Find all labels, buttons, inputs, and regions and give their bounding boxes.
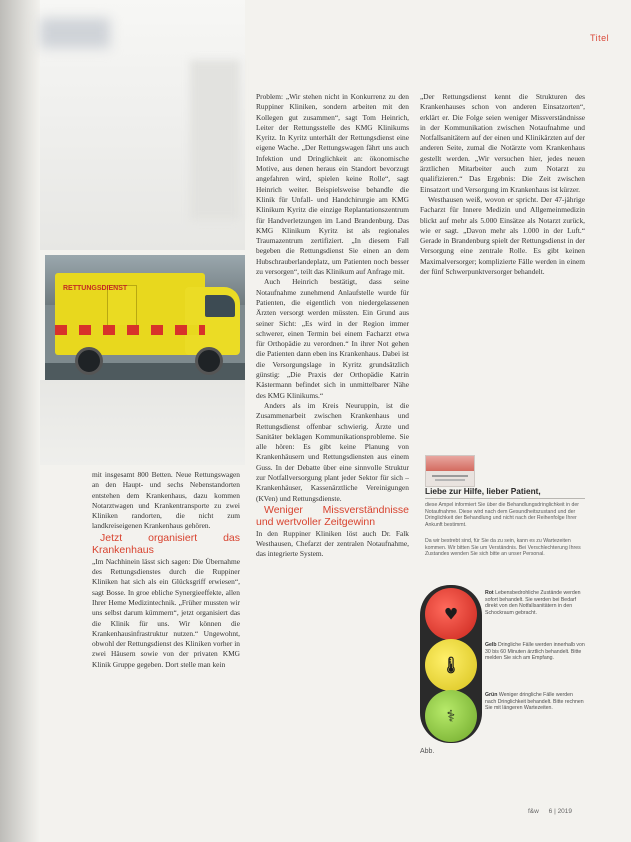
background-photo — [40, 0, 245, 250]
figure-caption: Abb. — [420, 748, 435, 755]
info-box-text: Da wir bestrebt sind, für Sie da zu sein, kann es zu Wartezeiten kommen. Wir bitten Sie um Verständnis. Bei Verschlechterung Ihres Zustandes wenden Sie sich bitte an unser Personal. — [425, 538, 581, 558]
section-label: Titel — [590, 33, 610, 43]
text-column-3 — [420, 92, 585, 277]
paragraph: Problem: „Wir stehen nicht in Konkurrenz zu den Ruppiner Kliniken, sondern arbeiten mit den Kollegen gut zusammen“, sagt Tom Heinrich, Leiter der Rettungsstelle des KMG Klinikums Kyritz. In Kyritz unterhält der Rettungsdienst eine eigene Wache. „Der Rettungswagen fährt uns auch Infektion und Dringlichkeit an: ökonomische Motive, aus denen heraus ein Standort bevorzugt angefahren wird, spielen keine Rolle“, sagt Heinrich weiter. Beispielsweise behandle die Klinik für Unfall- und Handchirurgie am KMG Klinikum Kyritz die einzige Replantationszentrum für Handverletzungen im Land Brandenburg. Das KMG Klinikum Kyritz ist als regionales Traumazentrum zertifiziert. „In diesem Fall begeben die Rettungsdienst Sie einen an dem Hubschrauberlandeplatz, um Patienten noch besser zu versorgen“, teilt das Klinikum auf Anfrage mit. — [256, 92, 409, 277]
traffic-light-item: Rot Lebensbedrohliche Zustände werden sofort behandelt. Sie werden bei Bedarf direkt von den Notfallsanitätern in den Schockraum gebracht. — [485, 590, 581, 616]
heart-monitor-icon: ♥ — [443, 604, 459, 624]
divider — [425, 498, 585, 499]
text-column-2 — [256, 92, 409, 560]
subheading: Jetzt organisiert das Krankenhaus — [92, 531, 240, 557]
ambulance-window — [205, 295, 235, 317]
paragraph: Auch Heinrich bestätigt, dass seine Notaufnahme zunehmend Anlaufstelle wurde für Patienten, die eigentlich von niedergelassenen Ärzten versorgt werden müssten. Ein Grund aus seiner Sicht: „Es wird in der Region immer schwerer, einen Termin bei einem Facharzt etwa für Orthopädie zu verordnen.“ In ihrer Not gehen die Patienten dann eben ins Krankenhaus. Dabei ist die Versorgungslage in Kyritz grundsätzlich günstig: „Die Praxis der Orthopädie Katrin Kästermann befindet sich in unmittelbarer Nähe des KMG Klinikums.“ — [256, 277, 409, 400]
background-photo-lower — [40, 380, 245, 465]
ambulance-photo — [45, 255, 245, 380]
subheading: Weniger Missverständnisse und wertvoller Zeitgewinn — [256, 503, 409, 529]
info-box-title: Liebe zur Hilfe, lieber Patient, — [425, 486, 541, 496]
ambulance-lettering: RETTUNGSDIENST — [63, 285, 128, 292]
red-lamp — [425, 588, 477, 640]
info-box-text: diese Ampel informiert Sie über die Behandlungsdringlichkeit in der Notaufnahme. Diese wird nach dem Gesundheitszustand und der Dringlichkeit der Behandlung und nicht nach der Reihenfolge Ihrer Ankunft bestimmt. — [425, 502, 579, 528]
green-lamp — [425, 690, 477, 742]
traffic-light-item: Grün Weniger dringliche Fälle werden nach Dringlichkeit behandelt. Bitte rechnen Sie mit längeren Wartezeiten. — [485, 692, 584, 712]
certification-badge — [425, 455, 475, 487]
ambulance-stripe — [55, 325, 205, 335]
page-gutter — [0, 0, 40, 842]
paragraph: Anders als im Kreis Neuruppin, ist die Zusammenarbeit zwischen Krankenhaus und Rettungsdienst offenbar schwierig. Ärzte und Sanitäter beklagen Kommunikationsprobleme. Sie alle hören: Es gibt keine Planung von Krankenhäusern und Rettungsdiensten aus einem Guss. In der Debatte über eine sinnvolle Struktur zur Notfallversorgung plant jeder Sektor für sich – Krankenhäuser, Kassenärztliche Vereinigungen (KVen) und Rettungsdienste. — [256, 400, 409, 503]
text-column-1 — [92, 470, 240, 670]
traffic-light-graphic — [420, 585, 482, 743]
paragraph: „Der Rettungsdienst kennt die Strukturen des Krankenhauses schon von anderen Einsatzorten“, erklärt er. Die Folge seien weniger Missverständnisse in der Kommunikation zwischen Notaufnahme und Notfallsanitätern auf der einen und Klinikärzten auf der anderen Seite, zumal die Notärzte vom Krankenhaus gestellt werden. „Wir versuchen hier, jedes neuen ärztlichen Mitarbeiter auch zum Notarzt zu qualifizieren.“ Das Ergebnis: Die Zeit zwischen Einsatzort und Versorgung im Krankenhaus ist kürzer. — [420, 92, 585, 194]
thermometer-icon: 🌡 — [440, 655, 462, 675]
paragraph: „Im Nachhinein lässt sich sagen: Die Übernahme des Rettungsdienstes durch die Ruppiner Kliniken hat sich als ein Glücksgriff erwiesen“, sagt Bosse. In groe ebliche Synergieeffekte, allen Ihrer Heme Medizintechnik. „Früher mussten wir uns selbst darum kümmern“, jetzt organisiert das die Klinik für uns. Wir können die Krankenhausinfrastruktur nutzen.“ Ungewohnt, obwohl der Rettungsdienst des Kliniken vorher in zwei Häusern sowie von der privaten KMG Klinik Gruppe gegeben. Dort stelle man kein — [92, 556, 240, 669]
page-number: 6 | 2019 — [548, 808, 573, 815]
wheel-icon — [75, 347, 103, 375]
publication-name: f&w — [528, 808, 539, 815]
wheel-icon — [195, 347, 223, 375]
yellow-lamp — [425, 639, 477, 691]
badge-logo-icon — [426, 456, 474, 471]
paragraph: In den Ruppiner Kliniken löst auch Dr. Falk Westhausen, Chefarzt der zentralen Notaufnahme, das integrierte System. — [256, 528, 409, 559]
paragraph: Westhausen weiß, wovon er spricht. Der 47-jährige Facharzt für Innere Medizin und Allgemeinmedizin blickt auf mehr als 5.000 Einsätze als Notarzt zurück, wie er sagt. „Davon mehr als 1.000 in der Luft.“ Gerade in Brandenburg spielt der Rettungsdienst in der Versorgung eine zentrale Rolle. Es gibt keinen Maximalversorger; komplizierte Fälle werden in einem der fünf Schwerpunktversorger behandelt. — [420, 194, 585, 277]
traffic-light-item: Gelb Dringliche Fälle werden innerhalb von 30 bis 60 Minuten ärztlich behandelt. Bitte melden Sie sich am Empfang. — [485, 642, 585, 662]
page-footer — [520, 808, 572, 815]
paragraph: mit insgesamt 800 Betten. Neue Rettungswagen an den Haupt- und sechs Nebenstandorten entstehen dem Krankenhaus, dazu kommen Notarztwagen und Krankentransporte zu zwei Kliniken randorten, die nicht zum landkreiseigenen Krankenhaus gehören. — [92, 470, 240, 531]
stethoscope-icon: ⚕ — [446, 706, 456, 726]
